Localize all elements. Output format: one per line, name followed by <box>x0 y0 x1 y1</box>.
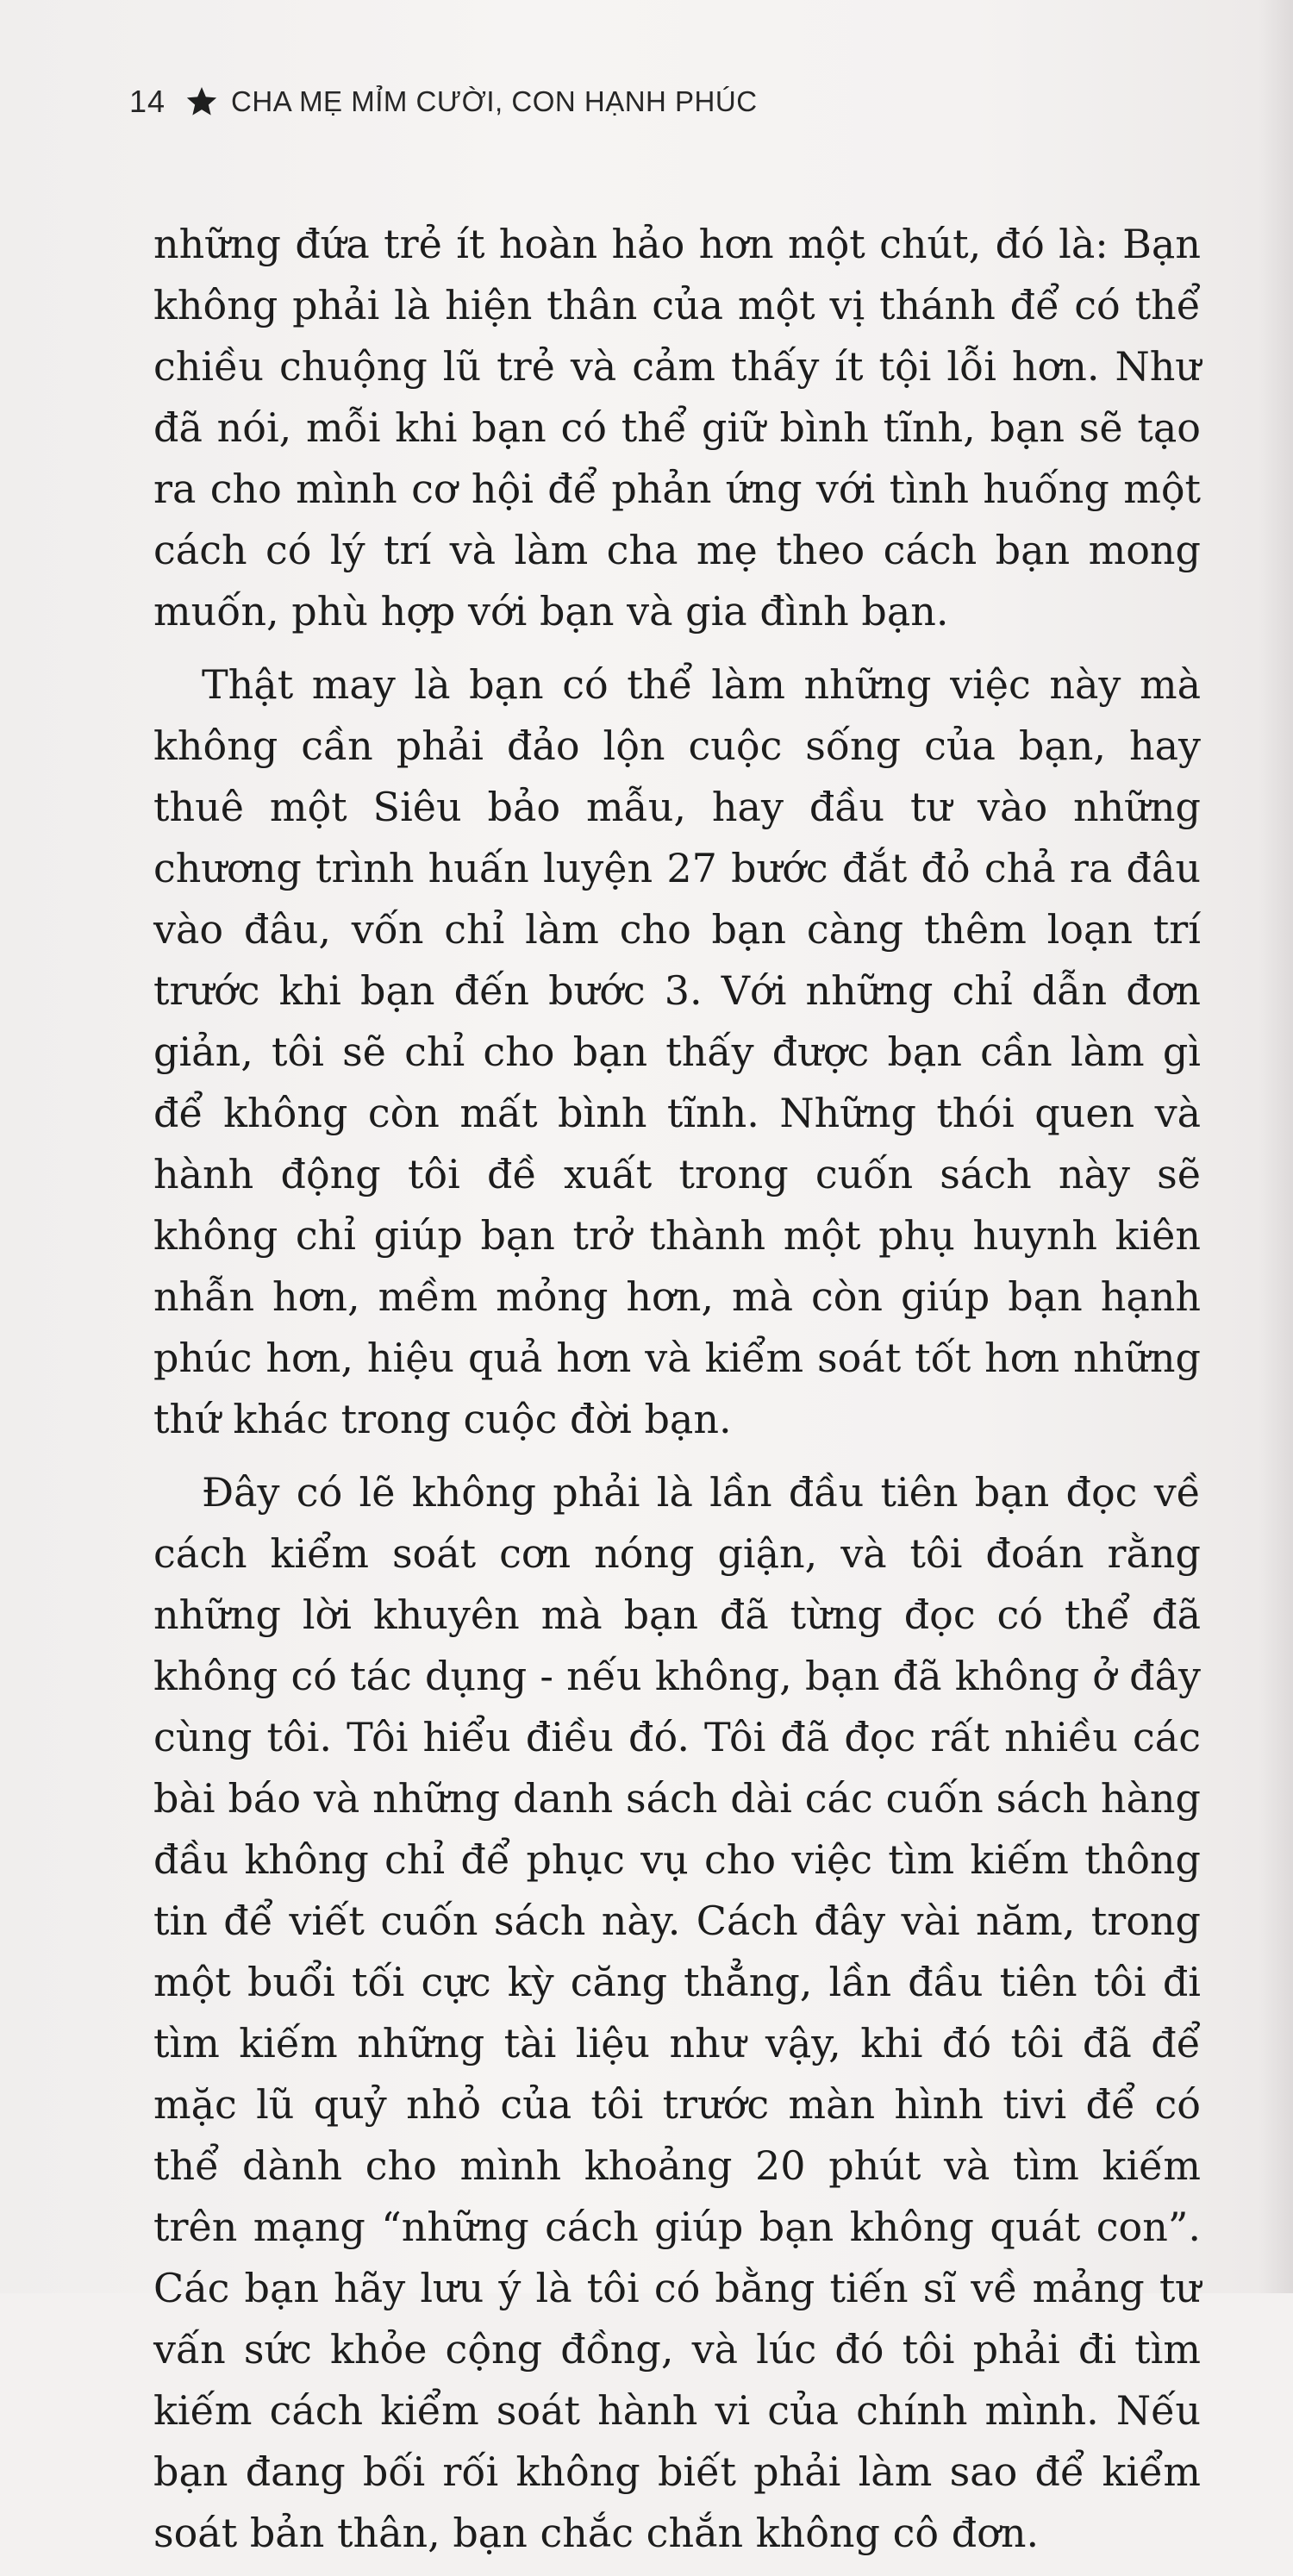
paragraph-continued: những đứa trẻ ít hoàn hảo hơn một chút, đó là: Bạn không phải là hiện thân của một vị thánh để có thể chiều chuộng lũ trẻ và cảm thấy ít tội lỗi hơn. Như đã nói, mỗi khi bạn có thể giữ bình tĩnh, bạn sẽ tạo ra cho mình cơ hội để phản ứng với tình huống một cách có lý trí và làm cha mẹ theo cách bạn mong muốn, phù hợp với bạn và gia đình bạn. <box>153 221 1201 635</box>
running-title: CHA MẸ MỈM CƯỜI, CON HẠNH PHÚC <box>231 85 758 117</box>
body-text <box>153 214 1201 2576</box>
page-edge-shadow <box>1259 0 1293 2293</box>
page-number: 14 <box>129 84 166 119</box>
paragraph: Thật may là bạn có thể làm những việc này mà không cần phải đảo lộn cuộc sống của bạn, hay thuê một Siêu bảo mẫu, hay đầu tư vào những chương trình huấn luyện 27 bước đắt đỏ chả ra đâu vào đâu, vốn chỉ làm cho bạn càng thêm loạn trí trước khi bạn đến bước 3. Với những chỉ dẫn đơn giản, tôi sẽ chỉ cho bạn thấy được bạn cần làm gì để không còn mất bình tĩnh. Những thói quen và hành động tôi đề xuất trong cuốn sách này sẽ không chỉ giúp bạn trở thành một phụ huynh kiên nhẫn hơn, mềm mỏng hơn, mà còn giúp bạn hạnh phúc hơn, hiệu quả hơn và kiểm soát tốt hơn những thứ khác trong cuộc đời bạn. <box>153 661 1201 1442</box>
paragraph: Đây có lẽ không phải là lần đầu tiên bạn đọc về cách kiểm soát cơn nóng giận, và tôi đoán rằng những lời khuyên mà bạn đã từng đọc có thể đã không có tác dụng - nếu không, bạn đã không ở đây cùng tôi. Tôi hiểu điều đó. Tôi đã đọc rất nhiều các bài báo và những danh sách dài các cuốn sách hàng đầu không chỉ để phục vụ cho việc tìm kiếm thông tin để viết cuốn sách này. Cách đây vài năm, trong một buổi tối cực kỳ căng thẳng, lần đầu tiên tôi đi tìm kiếm những tài liệu như vậy, khi đó tôi đã để mặc lũ quỷ nhỏ của tôi trước màn hình tivi để có thể dành cho mình khoảng 20 phút và tìm kiếm trên mạng “những cách giúp bạn không quát con”. Các bạn hãy lưu ý là tôi có bằng tiến sĩ về mảng tư vấn sức khỏe cộng đồng, và lúc đó tôi phải đi tìm kiếm cách kiểm soát hành vi của chính mình. Nếu bạn đang bối rối không biết phải làm sao để kiểm soát bản thân, bạn chắc chắn không cô đơn. <box>153 1469 1201 2556</box>
star-icon <box>184 84 219 119</box>
running-header <box>129 76 758 128</box>
